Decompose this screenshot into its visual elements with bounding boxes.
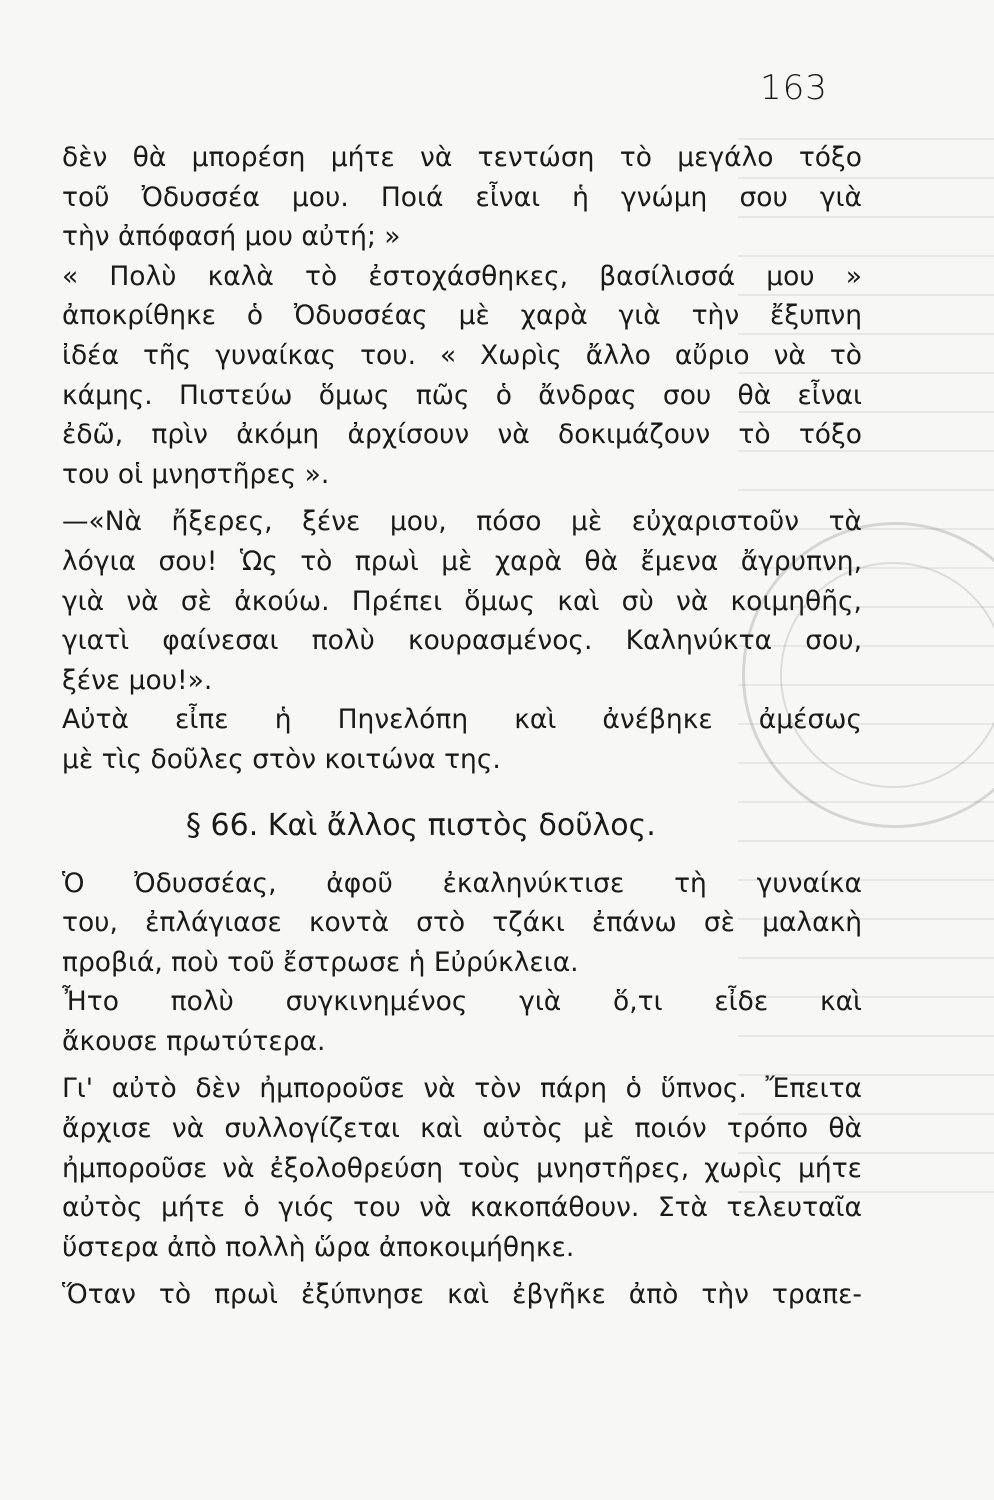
text-line: μὲ τὶς δοῦλες στὸν κοιτώνα της. [62, 743, 501, 775]
text-line: δὲν θὰ μπορέση μήτε νὰ τεντώση τὸ μεγάλο τόξο [62, 142, 862, 173]
text-line: τὴν ἀπόφασή μου αὐτή; » [62, 221, 401, 253]
text-line: ἰδέα τῆς γυναίκας του. « Χωρὶς ἄλλο αὔριο νὰ τὸ [62, 339, 862, 371]
text-line: ἠμποροῦσε νὰ ἐξολοθρεύση τοὺς μνηστῆρες, χωρὶς μήτε [62, 1152, 862, 1184]
text-line: ξένε μου!». [62, 664, 213, 696]
text-line: ὕστερα ἀπὸ πολλὴ ὥρα ἀποκοιμήθηκε. [62, 1231, 575, 1263]
page-number: 163 [760, 68, 828, 108]
text-line: του, ἐπλάγιασε κοντὰ στὸ τζάκι ἐπάνω σὲ μαλακὴ [62, 907, 862, 939]
body-text [62, 138, 862, 1315]
text-line: Ὅταν τὸ πρωὶ ἐξύπνησε καὶ ἐβγῆκε ἀπὸ τὴν τραπε- [62, 1279, 862, 1311]
text-line: Γι' αὐτὸ δὲν ἠμποροῦσε νὰ τὸν πάρη ὁ ὕπνος. Ἔπειτα [62, 1073, 862, 1105]
section-heading: § 66. Καὶ ἄλλος πιστὸς δοῦλος. [186, 807, 656, 843]
text-line: του οἱ μνηστῆρες ». [62, 458, 330, 490]
text-line: Ἦτο πολὺ συγκινημένος γιὰ ὅ,τι εἶδε καὶ [62, 986, 862, 1018]
text-line: Ὁ Ὀδυσσέας, ἀφοῦ ἐκαληνύκτισε τὴ γυναίκα [62, 867, 862, 899]
text-line: γιατὶ φαίνεσαι πολὺ κουρασμένος. Καληνύκτα σου, [62, 625, 862, 657]
text-line: Αὐτὰ εἶπε ἡ Πηνελόπη καὶ ἀνέβηκε ἀμέσως [62, 704, 862, 736]
text-line: λόγια σου! Ὡς τὸ πρωὶ μὲ χαρὰ θὰ ἔμενα ἄγρυπνη, [62, 545, 862, 577]
text-line: τοῦ Ὀδυσσέα μου. Ποιά εἶναι ἡ γνώμη σου γιὰ [62, 181, 862, 213]
text-line: γιὰ νὰ σὲ ἀκούω. Πρέπει ὅμως καὶ σὺ νὰ κοιμηθῆς, [62, 585, 862, 617]
text-line: —«Νὰ ἤξερες, ξένε μου, πόσο μὲ εὐχαριστοῦν τὰ [62, 506, 862, 538]
text-line: ἀποκρίθηκε ὁ Ὀδυσσέας μὲ χαρὰ γιὰ τὴν ἔξυπνη [62, 300, 862, 332]
text-line: « Πολὺ καλὰ τὸ ἐστοχάσθηκες, βασίλισσά μου » [62, 260, 862, 292]
text-line: ἐδῶ, πρὶν ἀκόμη ἀρχίσουν νὰ δοκιμάζουν τὸ τόξο [62, 419, 862, 451]
text-line: ἄκουσε πρωτύτερα. [62, 1025, 326, 1057]
text-line: κάμης. Πιστεύω ὅμως πῶς ὁ ἄνδρας σου θὰ εἶναι [62, 379, 862, 411]
text-line: ἄρχισε νὰ συλλογίζεται καὶ αὐτὸς μὲ ποιόν τρόπο θὰ [62, 1113, 862, 1145]
text-line: προβιά, ποὺ τοῦ ἔστρωσε ἡ Εὐρύκλεια. [62, 946, 579, 978]
text-line: αὐτὸς μήτε ὁ γιός του νὰ κακοπάθουν. Στὰ τελευταῖα [62, 1192, 862, 1224]
